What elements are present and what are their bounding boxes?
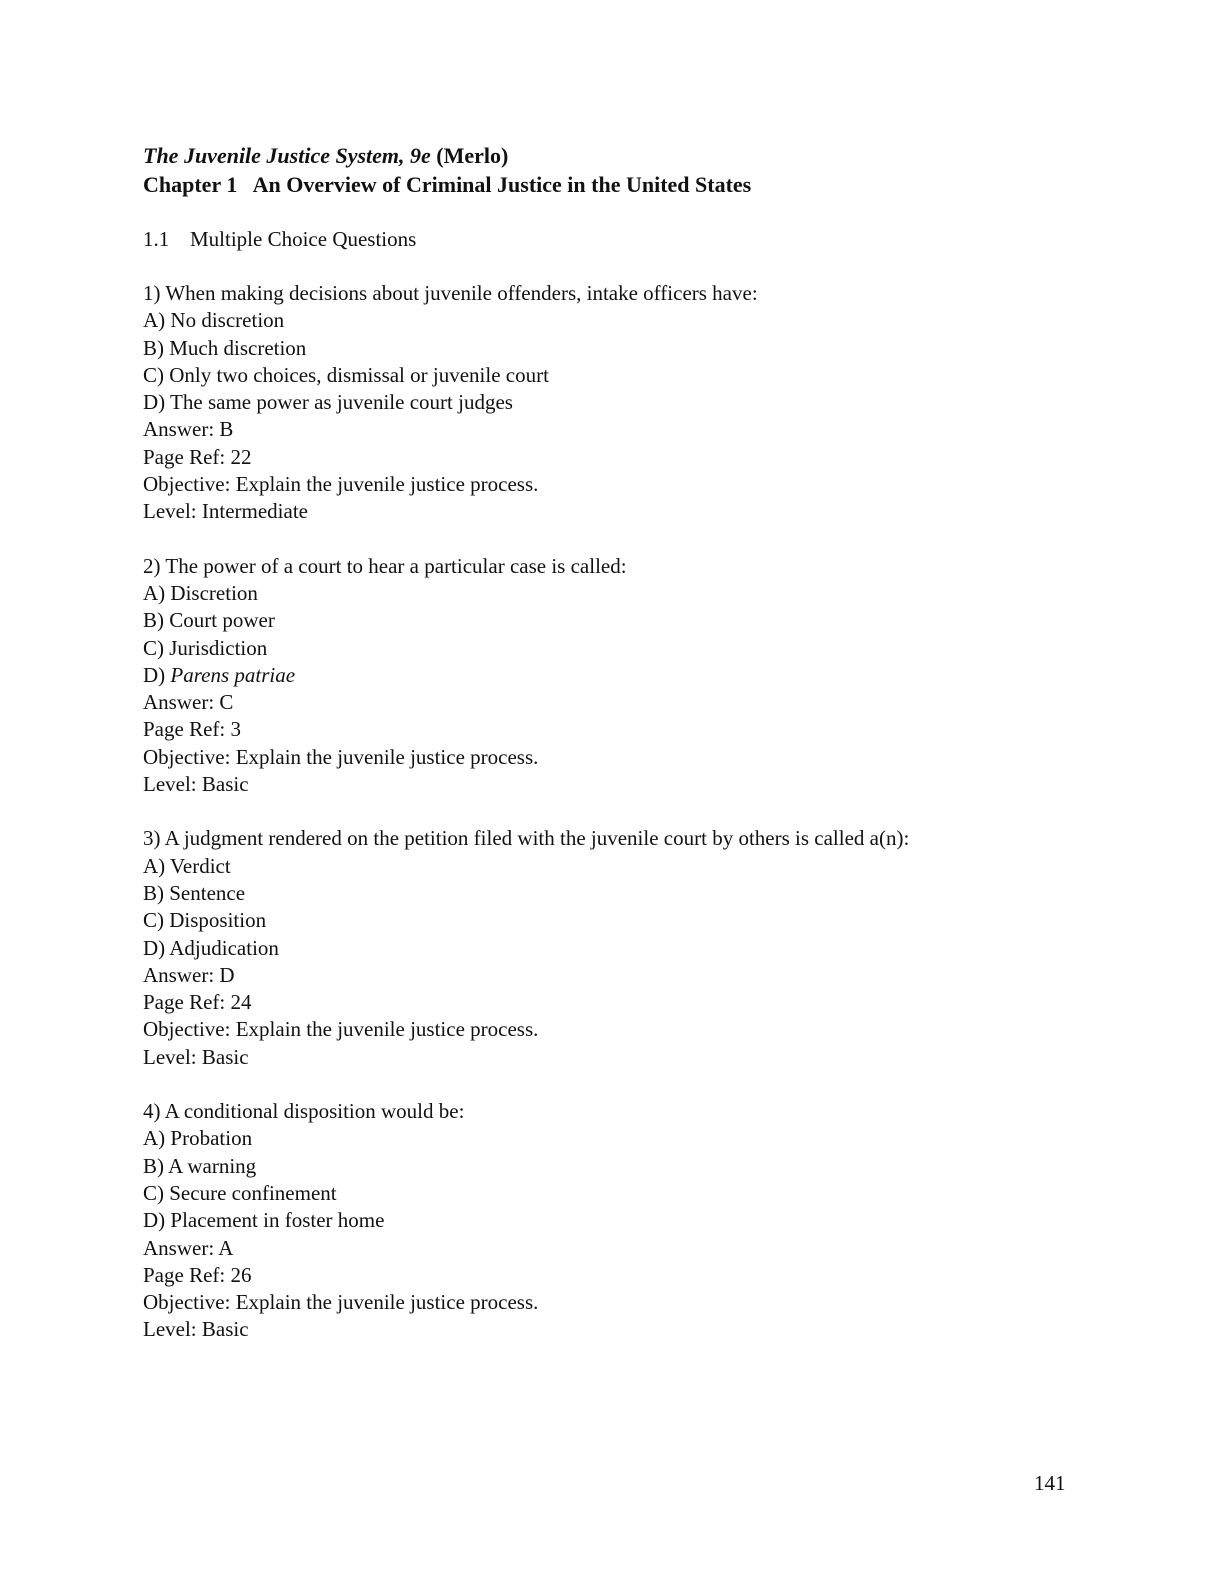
- answer: Answer: D: [143, 962, 235, 987]
- book-title-line: [143, 141, 1103, 170]
- question-1: [143, 280, 1103, 526]
- chapter-label: Chapter 1: [143, 172, 238, 197]
- section-title: Multiple Choice Questions: [190, 227, 417, 251]
- option-d: D) Placement in foster home: [143, 1208, 385, 1233]
- question-3: [143, 825, 1103, 1071]
- option-d: D) Parens patriae: [143, 662, 296, 687]
- page-ref: Page Ref: 26: [143, 1262, 252, 1287]
- option-d: D) Adjudication: [143, 935, 279, 960]
- question-stem: 1) When making decisions about juvenile offenders, intake officers have:: [143, 281, 758, 305]
- page-ref: Page Ref: 22: [143, 444, 252, 469]
- page-number: 141: [1034, 1471, 1066, 1495]
- book-title: The Juvenile Justice System, 9e: [143, 143, 431, 168]
- objective: Objective: Explain the juvenile justice process.: [143, 472, 539, 497]
- option-b: B) A warning: [143, 1153, 257, 1178]
- option-c: C) Secure confinement: [143, 1180, 337, 1205]
- option-b: B) Sentence: [143, 880, 246, 905]
- question-stem: 3) A judgment rendered on the petition filed with the juvenile court by others is called a(n):: [143, 826, 910, 851]
- page-content: [143, 141, 1103, 1344]
- objective: Objective: Explain the juvenile justice process.: [143, 1017, 539, 1042]
- page-ref: Page Ref: 3: [143, 717, 241, 742]
- level: Level: Basic: [143, 1317, 249, 1342]
- author: (Merlo): [436, 143, 509, 168]
- level: Level: Intermediate: [143, 499, 308, 524]
- question-stem: 2) The power of a court to hear a particular case is called:: [143, 553, 627, 578]
- answer: Answer: B: [143, 417, 234, 442]
- option-d: D) The same power as juvenile court judges: [143, 390, 513, 415]
- section-heading: [143, 226, 1103, 253]
- objective: Objective: Explain the juvenile justice process.: [143, 1290, 539, 1315]
- option-a: A) No discretion: [143, 308, 285, 333]
- page-ref: Page Ref: 24: [143, 990, 252, 1015]
- option-b: B) Court power: [143, 608, 275, 633]
- option-b: B) Much discretion: [143, 335, 307, 360]
- option-c: C) Only two choices, dismissal or juvenile court: [143, 362, 549, 387]
- option-c: C) Disposition: [143, 908, 267, 933]
- chapter-heading: [143, 170, 1103, 199]
- level: Level: Basic: [143, 772, 249, 797]
- option-c: C) Jurisdiction: [143, 635, 268, 660]
- level: Level: Basic: [143, 1044, 249, 1069]
- objective: Objective: Explain the juvenile justice process.: [143, 744, 539, 769]
- option-a: A) Discretion: [143, 580, 258, 605]
- chapter-title: An Overview of Criminal Justice in the United States: [252, 172, 752, 197]
- answer: Answer: A: [143, 1235, 234, 1260]
- option-a: A) Probation: [143, 1126, 253, 1151]
- option-a: A) Verdict: [143, 853, 231, 878]
- question-2: [143, 553, 1103, 799]
- question-stem: 4) A conditional disposition would be:: [143, 1099, 465, 1124]
- section-number: 1.1: [143, 227, 170, 251]
- answer: Answer: C: [143, 690, 234, 715]
- question-4: [143, 1098, 1103, 1344]
